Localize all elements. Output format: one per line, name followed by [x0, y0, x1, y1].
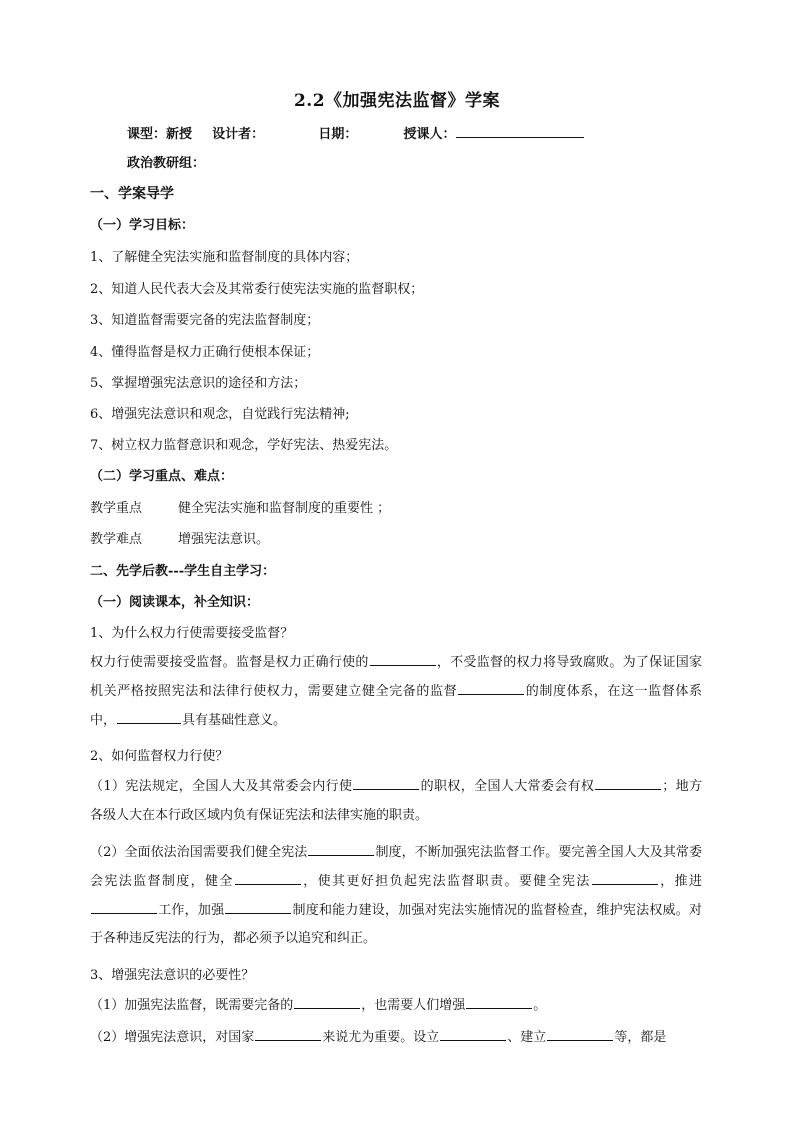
page-title: 2.2《加强宪法监督》学案: [293, 91, 501, 111]
goal-item: 4、懂得监督是权力正确行使根本保证；: [90, 345, 320, 360]
teacher-label: 授课人：: [403, 127, 456, 142]
goal-item: 7、树立权力监督意识和观念，学好宪法、热爱宪法。: [90, 438, 398, 453]
question-3: 3、增强宪法意识的必要性？: [90, 968, 255, 983]
fill-blank[interactable]: [353, 776, 419, 790]
difficulty-label: 教学难点: [90, 532, 143, 547]
fill-blank[interactable]: [117, 710, 181, 724]
designer-label: 设计者：: [212, 127, 265, 142]
fill-blank[interactable]: [370, 652, 436, 666]
key-text: 健全宪法实施和监督制度的重要性 ；: [178, 501, 391, 516]
read-heading: （一）阅读课本，补全知识：: [90, 595, 260, 610]
key-heading: （二）学习重点、难点：: [90, 469, 234, 484]
date-label: 日期：: [318, 127, 358, 142]
fill-blank[interactable]: [458, 681, 524, 695]
goal-item: 1、了解健全宪法实施和监督制度的具体内容；: [90, 250, 359, 265]
question-1: 1、为什么权力行使需要接受监督？: [90, 626, 294, 641]
answer-paragraph-5: （2）增强宪法意识，对国家 来说尤为重要。设立 、建立 等，都是: [90, 1024, 702, 1053]
key-label: 教学重点: [90, 501, 143, 516]
fill-blank[interactable]: [91, 900, 157, 914]
answer-paragraph-1: 权力行使需要接受监督。监督是权力正确行使的 ，不受监督的权力将导致腐败。为了保证国家机关严格按照宪法和法律行使权力，需要建立健全完备的监督 的制度体系，在这一监督体系中， 具有基础性意义。: [90, 649, 702, 735]
group-label: 政治教研组：: [127, 156, 206, 171]
difficulty-row: [90, 531, 269, 549]
difficulty-text: 增强宪法意识。: [178, 532, 270, 547]
answer-paragraph-2: （1）宪法规定，全国人大及其常委会内行使 的职权，全国人大常委会有权 ；地方各级人大在本行政区域内负有保证宪法和法律实施的职责。: [90, 773, 702, 831]
fill-blank[interactable]: [592, 871, 658, 885]
goal-item: 6、增强宪法意识和观念，自觉践行宪法精神;: [90, 407, 350, 422]
question-2: 2、如何监督权力行使？: [90, 749, 229, 764]
course-type: 课型：新授: [127, 127, 193, 142]
meta-row: [127, 124, 585, 144]
fill-blank[interactable]: [547, 1027, 613, 1041]
section1-heading: 一、学案导学: [90, 186, 174, 202]
fill-blank[interactable]: [294, 995, 360, 1009]
goals-heading: （一）学习目标：: [90, 218, 195, 233]
fill-blank[interactable]: [440, 1027, 506, 1041]
fill-blank[interactable]: [225, 900, 291, 914]
answer-paragraph-3: （2）全面依法治国需要我们健全宪法 制度，不断加强宪法监督工作。要完善全国人大及其常委会宪法监督制度，健全 ，使其更好担负起宪法监督职责。要健全宪法 ，推进工作，加强 制度和能力建设，加强对宪法实施情况的监督检查，维护宪法权威。对于各种违反宪法的行为，都必须予以追究和纠正。: [90, 839, 702, 954]
fill-blank[interactable]: [308, 842, 374, 856]
section2-heading: 二、先学后教---学生自主学习：: [90, 564, 276, 579]
fill-blank[interactable]: [235, 871, 301, 885]
goal-item: 3、知道监督需要完备的宪法监督制度；: [90, 313, 320, 328]
goal-item: 2、知道人民代表大会及其常委行使宪法实施的监督职权；: [90, 282, 424, 297]
teacher-blank[interactable]: [456, 124, 584, 138]
fill-blank[interactable]: [595, 776, 661, 790]
fill-blank[interactable]: [255, 1027, 321, 1041]
answer-paragraph-4: （1）加强宪法监督，既需要完备的 ，也需要人们增强 。: [90, 992, 702, 1021]
key-point-row: [90, 500, 390, 518]
fill-blank[interactable]: [466, 995, 532, 1009]
goal-item: 5、掌握增强宪法意识的途径和方法；: [90, 376, 307, 391]
